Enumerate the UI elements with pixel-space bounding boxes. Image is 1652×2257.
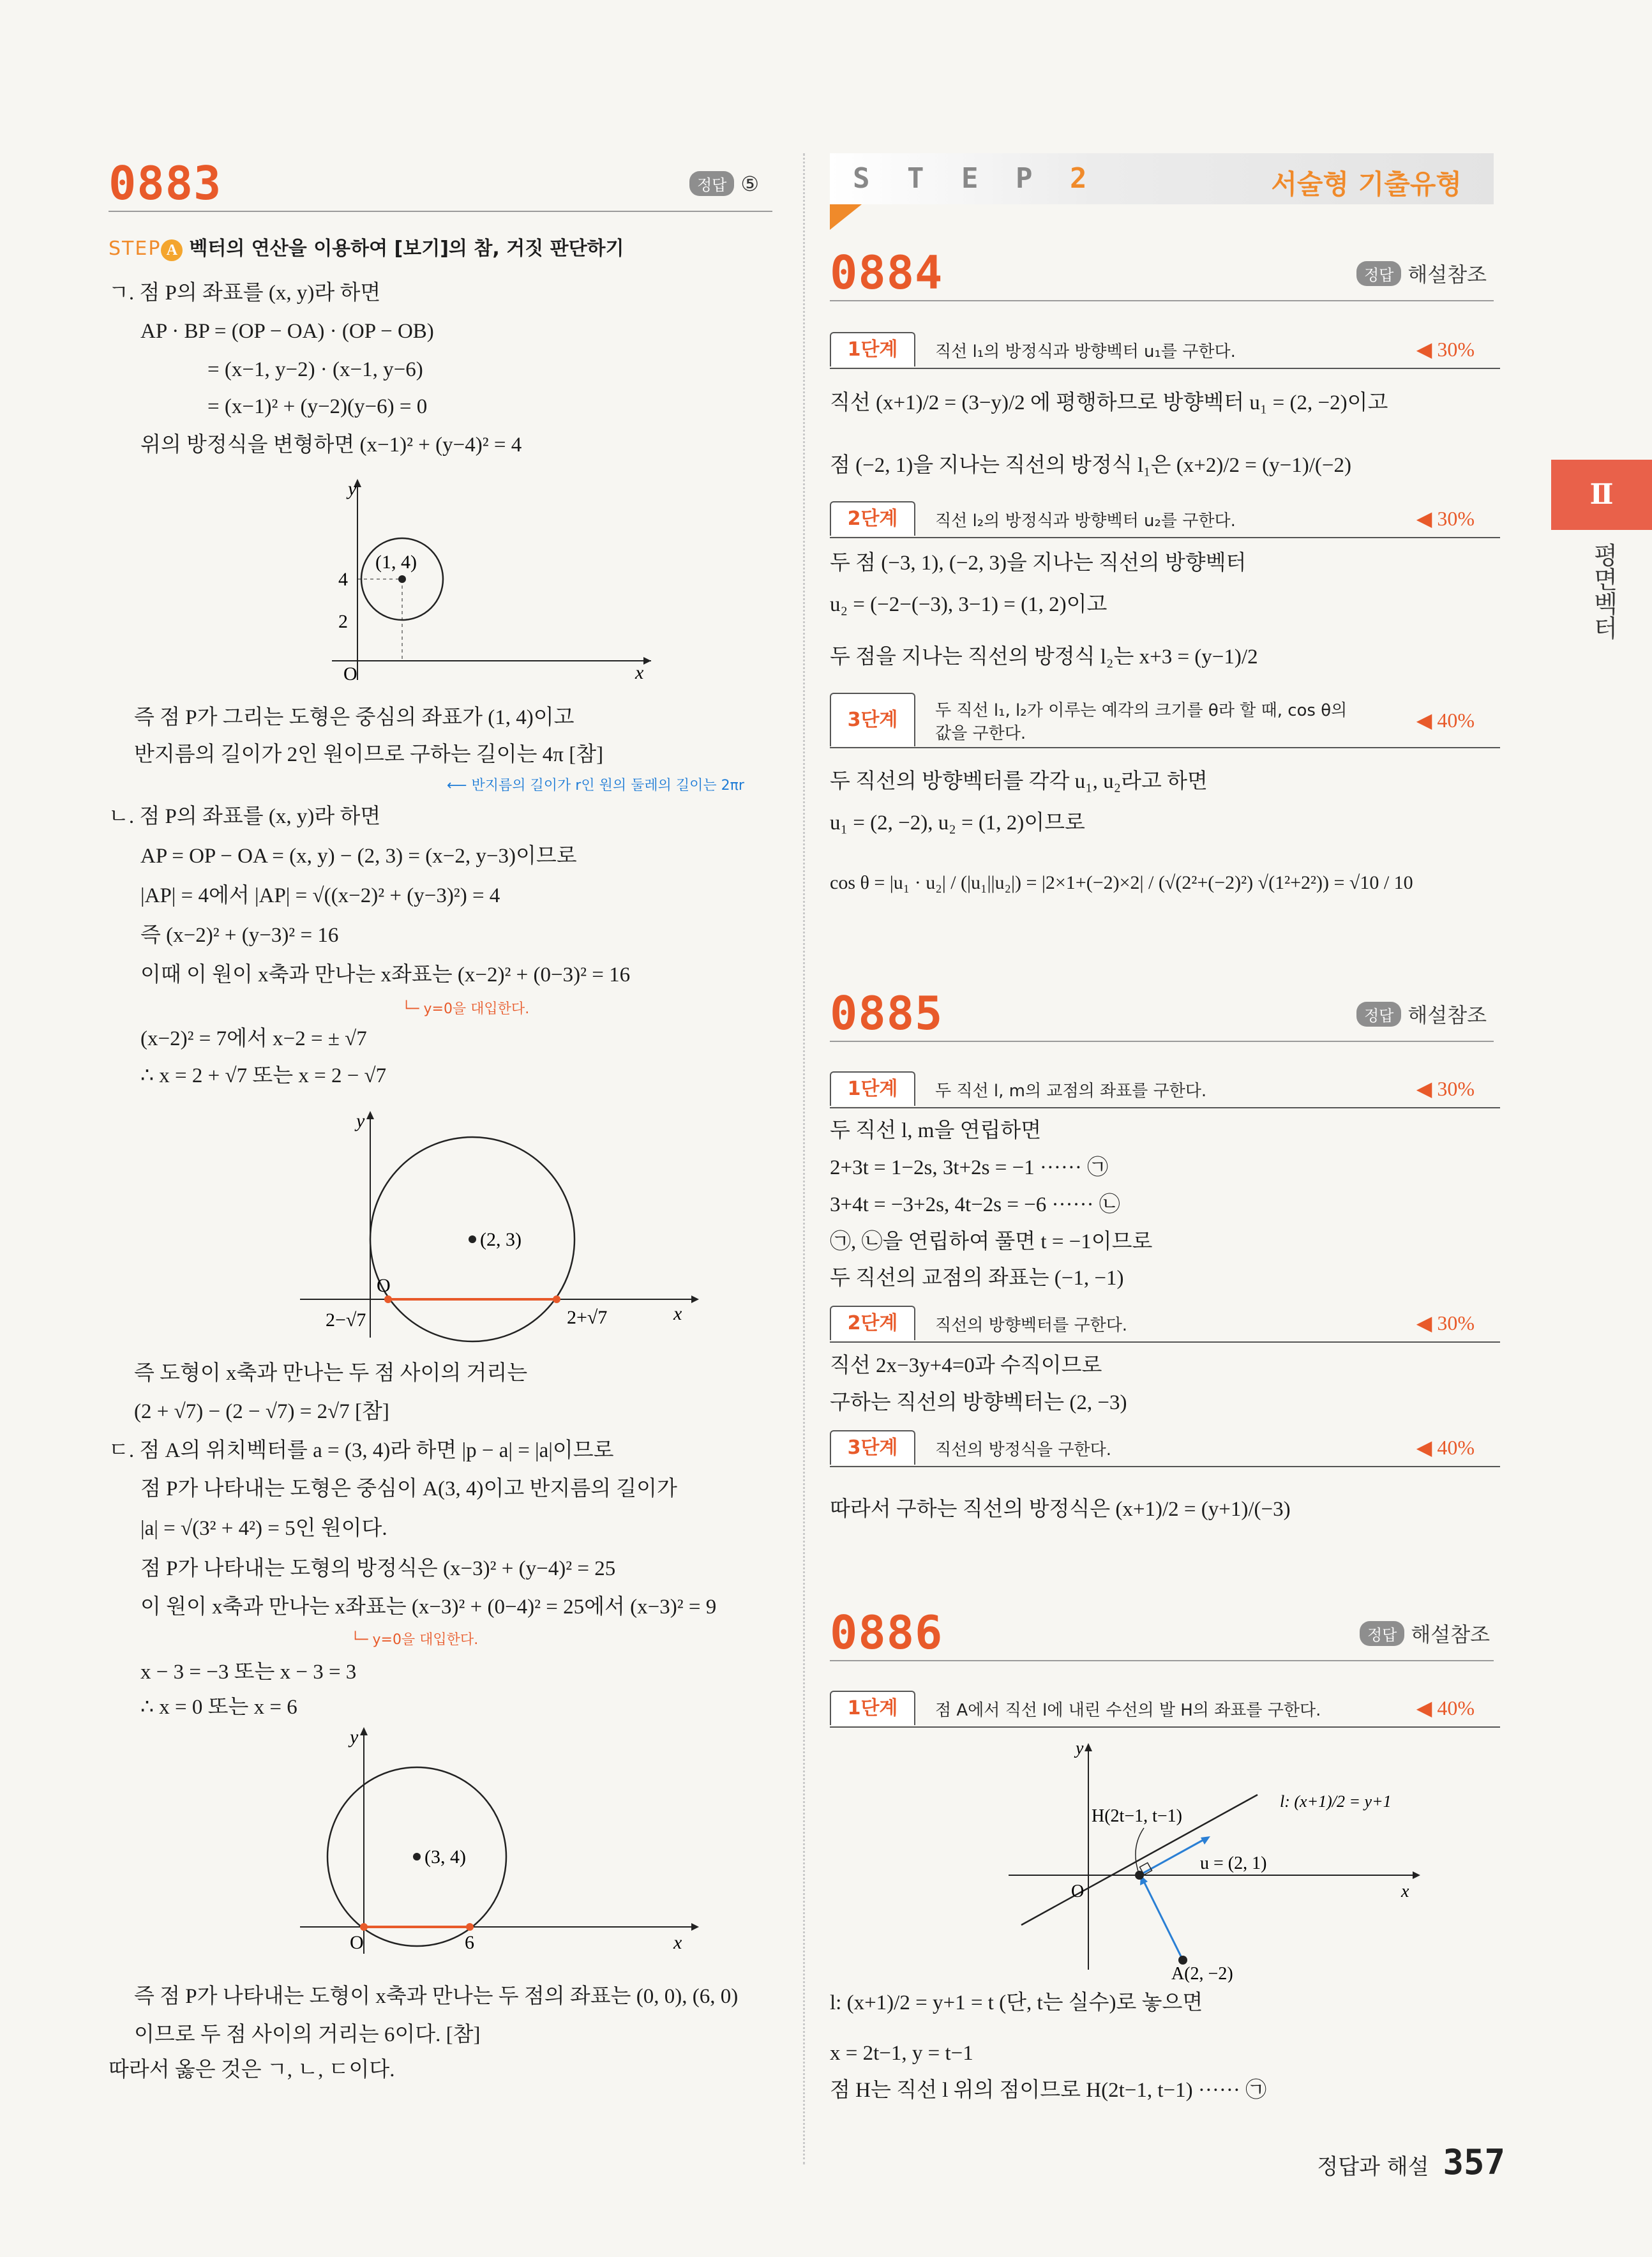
text-line: 2+3t = 1−2s, 3t+2s = −1 ······ ㉠	[830, 1156, 1109, 1179]
stage-desc: 직선의 방정식을 구한다.	[935, 1440, 1111, 1460]
answer-tag	[689, 171, 759, 196]
stage-1	[830, 332, 1500, 369]
stage-percent: ◀ 40%	[1416, 1436, 1475, 1459]
note-circumference: ⟵ 반지름의 길이가 r인 원의 둘레의 길이는 2πr	[447, 778, 744, 794]
text-line: 두 직선의 교점의 좌표는 (−1, −1)	[830, 1267, 1124, 1290]
title-rule	[830, 1660, 1494, 1661]
text-line: 반지름의 길이가 2인 원이므로 구하는 길이는 4π [참]	[134, 743, 604, 766]
stage-desc: 두 직선 l, m의 교점의 좌표를 구한다.	[935, 1082, 1207, 1101]
text-line: 두 점을 지나는 직선의 방정식 l₂는 x+3 = (y−1)/2	[830, 645, 1258, 668]
line-equation-label: l: (x+1)/2 = y+1	[1280, 1792, 1392, 1811]
text-line: (2 + √7) − (2 − √7) = 2√7 [참]	[134, 1400, 389, 1423]
text-line: AP · BP = (OP − OA) · (OP − OB)	[140, 320, 434, 343]
u-label: u = (2, 1)	[1200, 1853, 1267, 1873]
text-line: 점 H는 직선 l 위의 점이므로 H(2t−1, t−1) ······ ㉠	[830, 2079, 1267, 2102]
stage-label: 1단계	[830, 1691, 915, 1725]
origin-label: O	[377, 1275, 391, 1296]
step2-word: S T E P	[853, 162, 1043, 195]
text-line: x − 3 = −3 또는 x − 3 = 3	[140, 1661, 357, 1684]
note-text: y=0을 대입한다.	[423, 1001, 530, 1017]
text-line: ∴ x = 2 + √7 또는 x = 2 − √7	[140, 1064, 387, 1087]
tick-2: 2	[338, 611, 348, 632]
x-label: x	[635, 662, 644, 683]
text-line: cos θ = |u₁ · u₂| / (|u₁||u₂|) = |2×1+(−2)×2| / (√(2²+(−2)²) √(1²+2²)) = √10 / 10	[830, 872, 1413, 893]
text-line: |AP| = 4에서 |AP| = √((x−2)² + (y−3)²) = 4	[140, 884, 500, 907]
tick-4: 4	[338, 569, 348, 590]
graph-circle-2-3	[287, 1101, 709, 1344]
left-column	[109, 0, 772, 2257]
problem-number-0885: 0885	[830, 986, 943, 1040]
right-intersection-label: 2+√7	[567, 1307, 608, 1328]
x-label: x	[1401, 1882, 1409, 1901]
stage-label: 1단계	[830, 1071, 915, 1106]
text-line: = (x−1, y−2) · (x−1, y−6)	[207, 358, 423, 381]
stage-2	[830, 1306, 1500, 1343]
h-label: H(2t−1, t−1)	[1092, 1806, 1183, 1826]
answer-tag	[1356, 999, 1487, 1029]
right-column	[830, 0, 1500, 2257]
answer-text: 해설참조	[1411, 1622, 1491, 1647]
answer-pill: 정답	[689, 171, 734, 196]
text-line: ∴ x = 0 또는 x = 6	[140, 1696, 297, 1719]
answer-pill: 정답	[1356, 261, 1401, 286]
text-line: = (x−1)² + (y−2)(y−6) = 0	[207, 395, 428, 418]
step-a-badge: A	[161, 239, 183, 261]
text-line: (x−2)² = 7에서 x−2 = ± √7	[140, 1027, 367, 1050]
stage-1	[830, 1071, 1500, 1108]
text-line: 3+4t = −3+2s, 4t−2s = −6 ······ ㉡	[830, 1193, 1120, 1216]
answer-pill: 정답	[1356, 1002, 1401, 1027]
text-line: 직선 2x−3y+4=0과 수직이므로	[830, 1354, 1102, 1377]
stage-2	[830, 501, 1500, 538]
intersection-left	[384, 1295, 392, 1303]
text-line: 이 원이 x축과 만나는 x좌표는 (x−3)² + (0−4)² = 25에서 (x−3)² = 9	[140, 1596, 717, 1619]
text-line: 따라서 구하는 직선의 방정식은 (x+1)/2 = (y+1)/(−3)	[830, 1498, 1291, 1521]
origin-label: O	[1071, 1882, 1085, 1901]
tick-6: 6	[465, 1932, 474, 1953]
text-line: 즉 도형이 x축과 만나는 두 점 사이의 거리는	[134, 1362, 528, 1385]
center-label: (3, 4)	[424, 1846, 466, 1868]
left-intersection-label: 2−√7	[326, 1310, 366, 1331]
text-line: 위의 방정식을 변형하면 (x−1)² + (y−4)² = 4	[140, 434, 522, 457]
h-leader	[1136, 1828, 1144, 1875]
chapter-tab-label: 평면벡터	[1589, 543, 1618, 640]
text-line: x = 2t−1, y = t−1	[830, 2042, 973, 2065]
graph-circle-3-4	[287, 1717, 709, 1960]
title-rule	[830, 1041, 1494, 1042]
stage-3	[830, 693, 1500, 748]
stage-desc: 두 직선 l₁, l₂가 이루는 예각의 크기를 θ라 할 때, cos θ의 값을 구한다.	[935, 701, 1348, 744]
note-text: 반지름의 길이가 r인 원의 둘레의 길이는 2πr	[471, 778, 744, 794]
graph-circle-1-4	[332, 469, 664, 686]
x-axis-arrow	[643, 657, 651, 665]
answer-text: 해설참조	[1408, 1003, 1487, 1027]
center-point	[413, 1853, 421, 1861]
step-prefix: STEP	[109, 238, 161, 260]
text-line: 따라서 옳은 것은 ㄱ, ㄴ, ㄷ이다.	[109, 2058, 395, 2081]
answer-value: ⑤	[740, 171, 760, 196]
x-axis-arrow	[691, 1295, 699, 1303]
note-text: y=0을 대입한다.	[372, 1632, 479, 1648]
stage-1	[830, 1691, 1500, 1728]
text-line: 이므로 두 점 사이의 거리는 6이다. [참]	[134, 2023, 481, 2046]
stage-label: 3단계	[830, 1430, 915, 1465]
stage-percent: ◀ 30%	[1416, 1077, 1475, 1100]
x-label: x	[673, 1303, 682, 1324]
stage-3	[830, 1430, 1500, 1467]
answer-pill: 정답	[1360, 1621, 1404, 1646]
vector-ah	[1144, 1882, 1183, 1960]
stage-percent: ◀ 30%	[1416, 1311, 1475, 1334]
stage-desc: 직선 l₁의 방정식과 방향벡터 u₁를 구한다.	[935, 342, 1236, 361]
text-line: 두 직선의 방향벡터를 각각 u₁, u₂라고 하면	[830, 770, 1208, 793]
step-title: 벡터의 연산을 이용하여 [보기]의 참, 거짓 판단하기	[189, 238, 624, 260]
point-a	[1178, 1956, 1187, 1965]
chapter-tab: Ⅱ	[1551, 460, 1652, 530]
y-label: y	[356, 1110, 365, 1131]
stage-label: 1단계	[830, 332, 915, 366]
step-a-heading	[109, 236, 624, 262]
stage-percent: ◀ 30%	[1416, 338, 1475, 361]
problem-number-0886: 0886	[830, 1606, 943, 1659]
y-label: y	[1076, 1739, 1084, 1758]
direction-vector-u	[1139, 1838, 1206, 1875]
intersection-six	[466, 1923, 474, 1931]
graph-perpendicular-foot	[996, 1733, 1455, 1982]
note-substitute-y0: └─ y=0을 대입한다.	[351, 1632, 479, 1648]
text-line: 구하는 직선의 방향벡터는 (2, −3)	[830, 1391, 1127, 1414]
text-line: 즉 (x−2)² + (y−3)² = 16	[140, 924, 339, 947]
answer-tag	[1360, 1619, 1490, 1648]
x-label: x	[673, 1932, 682, 1953]
page-footer	[1317, 2142, 1505, 2182]
center-label: (1, 4)	[375, 552, 417, 573]
origin-label: O	[343, 663, 357, 684]
stage-percent: ◀ 30%	[1416, 507, 1475, 530]
stage-label: 2단계	[830, 1306, 915, 1340]
column-divider	[803, 153, 805, 2164]
text-line: 점 (−2, 1)을 지나는 직선의 방정식 l₁은 (x+2)/2 = (y−1)/(−2)	[830, 454, 1352, 477]
text-line: l: (x+1)/2 = y+1 = t (단, t는 실수)로 놓으면	[830, 1991, 1203, 2014]
text-line: 두 직선 l, m을 연립하면	[830, 1119, 1042, 1142]
y-label: y	[350, 1726, 359, 1747]
text-line: ㄴ. 점 P의 좌표를 (x, y)라 하면	[109, 805, 381, 828]
note-substitute-y0: └─ y=0을 대입한다.	[402, 1001, 530, 1017]
title-rule	[109, 211, 772, 212]
title-rule	[830, 300, 1494, 301]
text-line: AP = OP − OA = (x, y) − (2, 3) = (x−2, y−3)이므로	[140, 845, 577, 868]
stage-desc: 직선의 방향벡터를 구한다.	[935, 1316, 1128, 1335]
stage-percent: ◀ 40%	[1416, 709, 1475, 732]
answer-tag	[1356, 259, 1487, 288]
problem-number-0884: 0884	[830, 246, 943, 299]
step2-title: 서술형 기출유형	[1271, 169, 1462, 200]
text-line: ㉠, ㉡을 연립하여 풀면 t = −1이므로	[830, 1230, 1153, 1253]
text-line: 즉 점 P가 그리는 도형은 중심의 좌표가 (1, 4)이고	[134, 706, 574, 729]
y-axis-arrow	[360, 1727, 368, 1735]
text-line: 이때 이 원이 x축과 만나는 x좌표는 (x−2)² + (0−3)² = 16	[140, 963, 631, 986]
text-line: 점 P가 나타내는 도형은 중심이 A(3, 4)이고 반지름의 길이가	[140, 1477, 677, 1500]
intersection-right	[553, 1295, 560, 1303]
x-axis-arrow	[691, 1923, 699, 1931]
y-axis-arrow	[1085, 1743, 1092, 1751]
y-axis-arrow	[366, 1111, 374, 1119]
intersection-origin	[360, 1923, 368, 1931]
answer-text: 해설참조	[1408, 262, 1487, 287]
text-line: u₁ = (2, −2), u₂ = (1, 2)이므로	[830, 811, 1085, 834]
text-line: ㄱ. 점 P의 좌표를 (x, y)라 하면	[109, 282, 381, 305]
problem-number-0883: 0883	[109, 156, 222, 210]
stage-label: 2단계	[830, 501, 915, 536]
step2-number: 2	[1069, 162, 1097, 195]
page-number: 357	[1443, 2142, 1505, 2182]
text-line: 점 P가 나타내는 도형의 방정식은 (x−3)² + (y−4)² = 25	[140, 1557, 616, 1580]
center-point	[469, 1235, 476, 1243]
a-label: A(2, −2)	[1171, 1964, 1233, 1982]
text-line: 즉 점 P가 나타내는 도형이 x축과 만나는 두 점의 좌표는 (0, 0), (6, 0)	[134, 1985, 739, 2008]
footer-text: 정답과 해설	[1317, 2154, 1429, 2180]
text-line: ㄷ. 점 A의 위치벡터를 a = (3, 4)라 하면 |p − a| = |a|이므로	[109, 1439, 614, 1462]
origin-label: O	[350, 1932, 364, 1953]
text-line: 두 점 (−3, 1), (−2, 3)을 지나는 직선의 방향벡터	[830, 552, 1247, 575]
y-label: y	[348, 478, 357, 499]
stage-desc: 점 A에서 직선 l에 내린 수선의 발 H의 좌표를 구한다.	[935, 1701, 1321, 1720]
stage-percent: ◀ 40%	[1416, 1696, 1475, 1719]
stage-label: 3단계	[830, 693, 915, 746]
text-line: u₂ = (−2−(−3), 3−1) = (1, 2)이고	[830, 593, 1108, 616]
x-axis-arrow	[1413, 1871, 1420, 1879]
text-line: 직선 (x+1)/2 = (3−y)/2 에 평행하므로 방향벡터 u₁ = (2, −2)이고	[830, 391, 1388, 414]
text-line: |a| = √(3² + 4²) = 5인 원이다.	[140, 1517, 387, 1540]
stage-desc: 직선 l₂의 방정식과 방향벡터 u₂를 구한다.	[935, 511, 1236, 531]
center-label: (2, 3)	[480, 1229, 522, 1250]
